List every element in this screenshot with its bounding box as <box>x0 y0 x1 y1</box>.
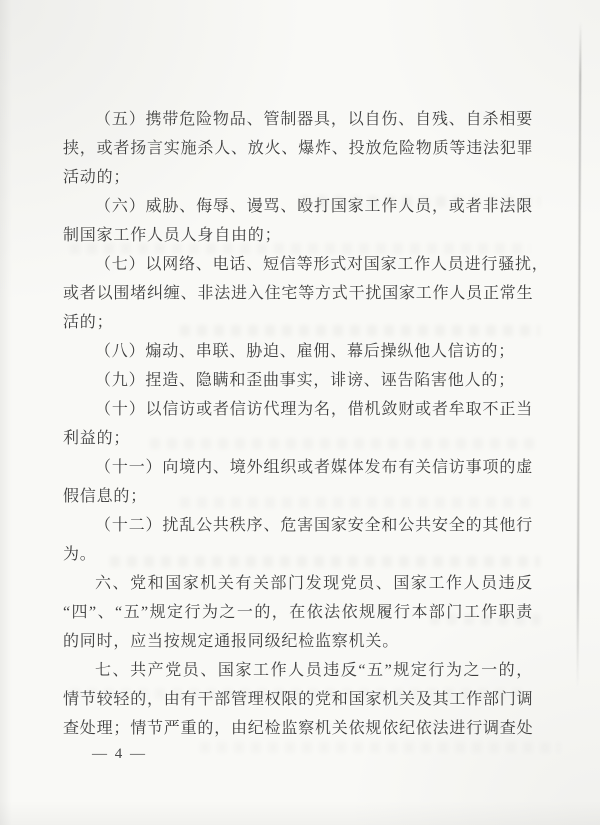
text-line: “四”、“五”规定行为之一的，在依法依规履行本部门工作职责 <box>63 604 533 621</box>
text-line: （九）捏造、隐瞒和歪曲事实，诽谤、诬告陷害他人的； <box>95 372 516 389</box>
text-line: 六、党和国家机关有关部门发现党员、国家工作人员违反 <box>95 575 533 592</box>
document-body-text <box>63 105 549 743</box>
clause-10 <box>63 395 533 453</box>
text-line: 为。 <box>63 546 97 563</box>
clause-8 <box>63 337 533 366</box>
clause-6 <box>63 192 533 250</box>
text-line: 挟，或者扬言实施杀人、放火、爆炸、投放危险物质等违法犯罪 <box>63 140 534 157</box>
text-line: 活的； <box>63 314 114 331</box>
text-line: 活动的； <box>63 169 131 186</box>
clause-12 <box>63 511 533 569</box>
text-line: 假信息的； <box>63 488 148 505</box>
text-line: （八）煽动、串联、胁迫、雇佣、幕后操纵他人信访的； <box>95 343 516 360</box>
text-line: （十一）向境内、境外组织或者媒体发布有关信访事项的虚 <box>95 459 533 476</box>
article-6 <box>63 569 533 656</box>
clause-11 <box>63 453 533 511</box>
text-line: （六）威胁、侮辱、谩骂、殴打国家工作人员，或者非法限 <box>95 198 533 215</box>
page-number: — 4 — <box>92 746 147 762</box>
text-line: 利益的； <box>63 430 131 447</box>
text-line: 七、共产党员、国家工作人员违反“五”规定行为之一的， <box>95 662 533 679</box>
scan-artifact-paper-crease <box>577 22 582 687</box>
text-line: 制国家工作人员人身自由的； <box>63 227 282 244</box>
text-line: 情节较轻的，由有干部管理权限的党和国家机关及其工作部门调 <box>63 691 534 708</box>
text-line: 的同时，应当按规定通报同级纪检监察机关。 <box>63 633 400 650</box>
text-line: （五）携带危险物品、管制器具，以自伤、自残、自杀相要 <box>95 111 533 128</box>
clause-5 <box>63 105 533 192</box>
text-line: （七）以网络、电话、短信等形式对国家工作人员进行骚扰， <box>95 256 549 273</box>
text-line: （十）以信访或者信访代理为名，借机敛财或者牟取不正当 <box>95 401 533 418</box>
scan-artifact-ghost-text <box>200 742 560 753</box>
text-line: （十二）扰乱公共秩序、危害国家安全和公共安全的其他行 <box>95 517 533 534</box>
text-line: 查处理；情节严重的，由纪检监察机关依规依纪依法进行调查处 <box>63 720 534 737</box>
article-7 <box>63 656 533 743</box>
text-line: 或者以围堵纠缠、非法进入住宅等方式干扰国家工作人员正常生 <box>63 285 534 302</box>
clause-7 <box>63 250 549 337</box>
clause-9 <box>63 366 533 395</box>
